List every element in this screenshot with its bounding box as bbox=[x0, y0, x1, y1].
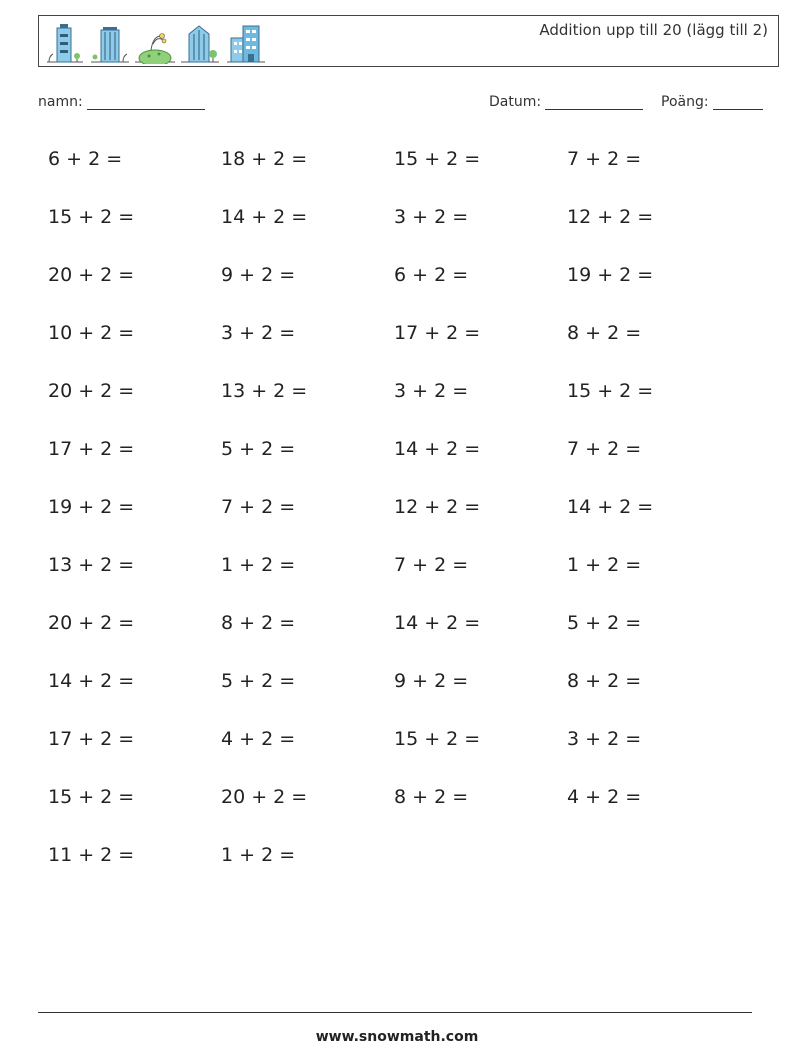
math-problem: 18 + 2 = bbox=[221, 148, 308, 170]
header-icons bbox=[43, 20, 283, 64]
math-problem: 6 + 2 = bbox=[394, 264, 469, 286]
math-problem: 10 + 2 = bbox=[48, 322, 135, 344]
math-problem: 7 + 2 = bbox=[394, 554, 469, 576]
math-problem: 15 + 2 = bbox=[394, 148, 481, 170]
math-problem: 20 + 2 = bbox=[48, 264, 135, 286]
math-problem: 19 + 2 = bbox=[48, 496, 135, 518]
math-problem: 15 + 2 = bbox=[48, 786, 135, 808]
math-problem: 8 + 2 = bbox=[221, 612, 296, 634]
math-problem: 7 + 2 = bbox=[221, 496, 296, 518]
math-problem: 13 + 2 = bbox=[221, 380, 308, 402]
name-field[interactable] bbox=[38, 94, 205, 110]
math-problem: 9 + 2 = bbox=[221, 264, 296, 286]
footer-url: www.snowmath.com bbox=[315, 1029, 479, 1045]
footer-divider bbox=[38, 1012, 752, 1013]
math-problem: 20 + 2 = bbox=[48, 612, 135, 634]
math-problem: 17 + 2 = bbox=[48, 438, 135, 460]
office-building-icon bbox=[227, 26, 265, 62]
math-problem: 14 + 2 = bbox=[48, 670, 135, 692]
math-problem: 14 + 2 = bbox=[394, 438, 481, 460]
math-problem: 15 + 2 = bbox=[48, 206, 135, 228]
math-problem: 19 + 2 = bbox=[567, 264, 654, 286]
math-problem: 1 + 2 = bbox=[567, 554, 642, 576]
math-problem: 17 + 2 = bbox=[394, 322, 481, 344]
math-problem: 9 + 2 = bbox=[394, 670, 469, 692]
math-problem: 14 + 2 = bbox=[394, 612, 481, 634]
math-problem: 15 + 2 = bbox=[394, 728, 481, 750]
math-problem: 4 + 2 = bbox=[221, 728, 296, 750]
math-problem: 14 + 2 = bbox=[567, 496, 654, 518]
math-problem: 15 + 2 = bbox=[567, 380, 654, 402]
math-problem: 8 + 2 = bbox=[567, 670, 642, 692]
math-problem: 20 + 2 = bbox=[48, 380, 135, 402]
math-problem: 7 + 2 = bbox=[567, 148, 642, 170]
skyscraper-icon bbox=[91, 27, 129, 62]
name-line[interactable] bbox=[87, 95, 205, 110]
score-line[interactable] bbox=[713, 95, 763, 110]
math-problem: 14 + 2 = bbox=[221, 206, 308, 228]
math-problem: 13 + 2 = bbox=[48, 554, 135, 576]
math-problem: 5 + 2 = bbox=[567, 612, 642, 634]
math-problem: 3 + 2 = bbox=[567, 728, 642, 750]
score-field[interactable] bbox=[661, 94, 763, 110]
math-problem: 4 + 2 = bbox=[567, 786, 642, 808]
math-problem: 17 + 2 = bbox=[48, 728, 135, 750]
score-label: Poäng: bbox=[661, 94, 709, 110]
name-label: namn: bbox=[38, 94, 83, 110]
date-line[interactable] bbox=[545, 95, 643, 110]
worksheet-header bbox=[38, 15, 779, 67]
date-field[interactable] bbox=[489, 94, 643, 110]
math-problem: 3 + 2 = bbox=[394, 206, 469, 228]
tower-icon bbox=[181, 26, 219, 62]
math-problem: 12 + 2 = bbox=[394, 496, 481, 518]
math-problem: 20 + 2 = bbox=[221, 786, 308, 808]
math-problem: 5 + 2 = bbox=[221, 438, 296, 460]
math-problem: 8 + 2 = bbox=[394, 786, 469, 808]
math-problem: 1 + 2 = bbox=[221, 554, 296, 576]
math-problem: 11 + 2 = bbox=[48, 844, 135, 866]
math-problem: 7 + 2 = bbox=[567, 438, 642, 460]
math-problem: 3 + 2 = bbox=[221, 322, 296, 344]
math-problem: 6 + 2 = bbox=[48, 148, 123, 170]
math-problem: 12 + 2 = bbox=[567, 206, 654, 228]
worksheet-title: Addition upp till 20 (lägg till 2) bbox=[539, 21, 768, 39]
math-problem: 1 + 2 = bbox=[221, 844, 296, 866]
date-label: Datum: bbox=[489, 94, 542, 110]
park-icon bbox=[135, 34, 175, 65]
building-icon bbox=[47, 24, 83, 62]
math-problem: 5 + 2 = bbox=[221, 670, 296, 692]
math-problem: 3 + 2 = bbox=[394, 380, 469, 402]
math-problem: 8 + 2 = bbox=[567, 322, 642, 344]
info-fields bbox=[0, 94, 794, 118]
